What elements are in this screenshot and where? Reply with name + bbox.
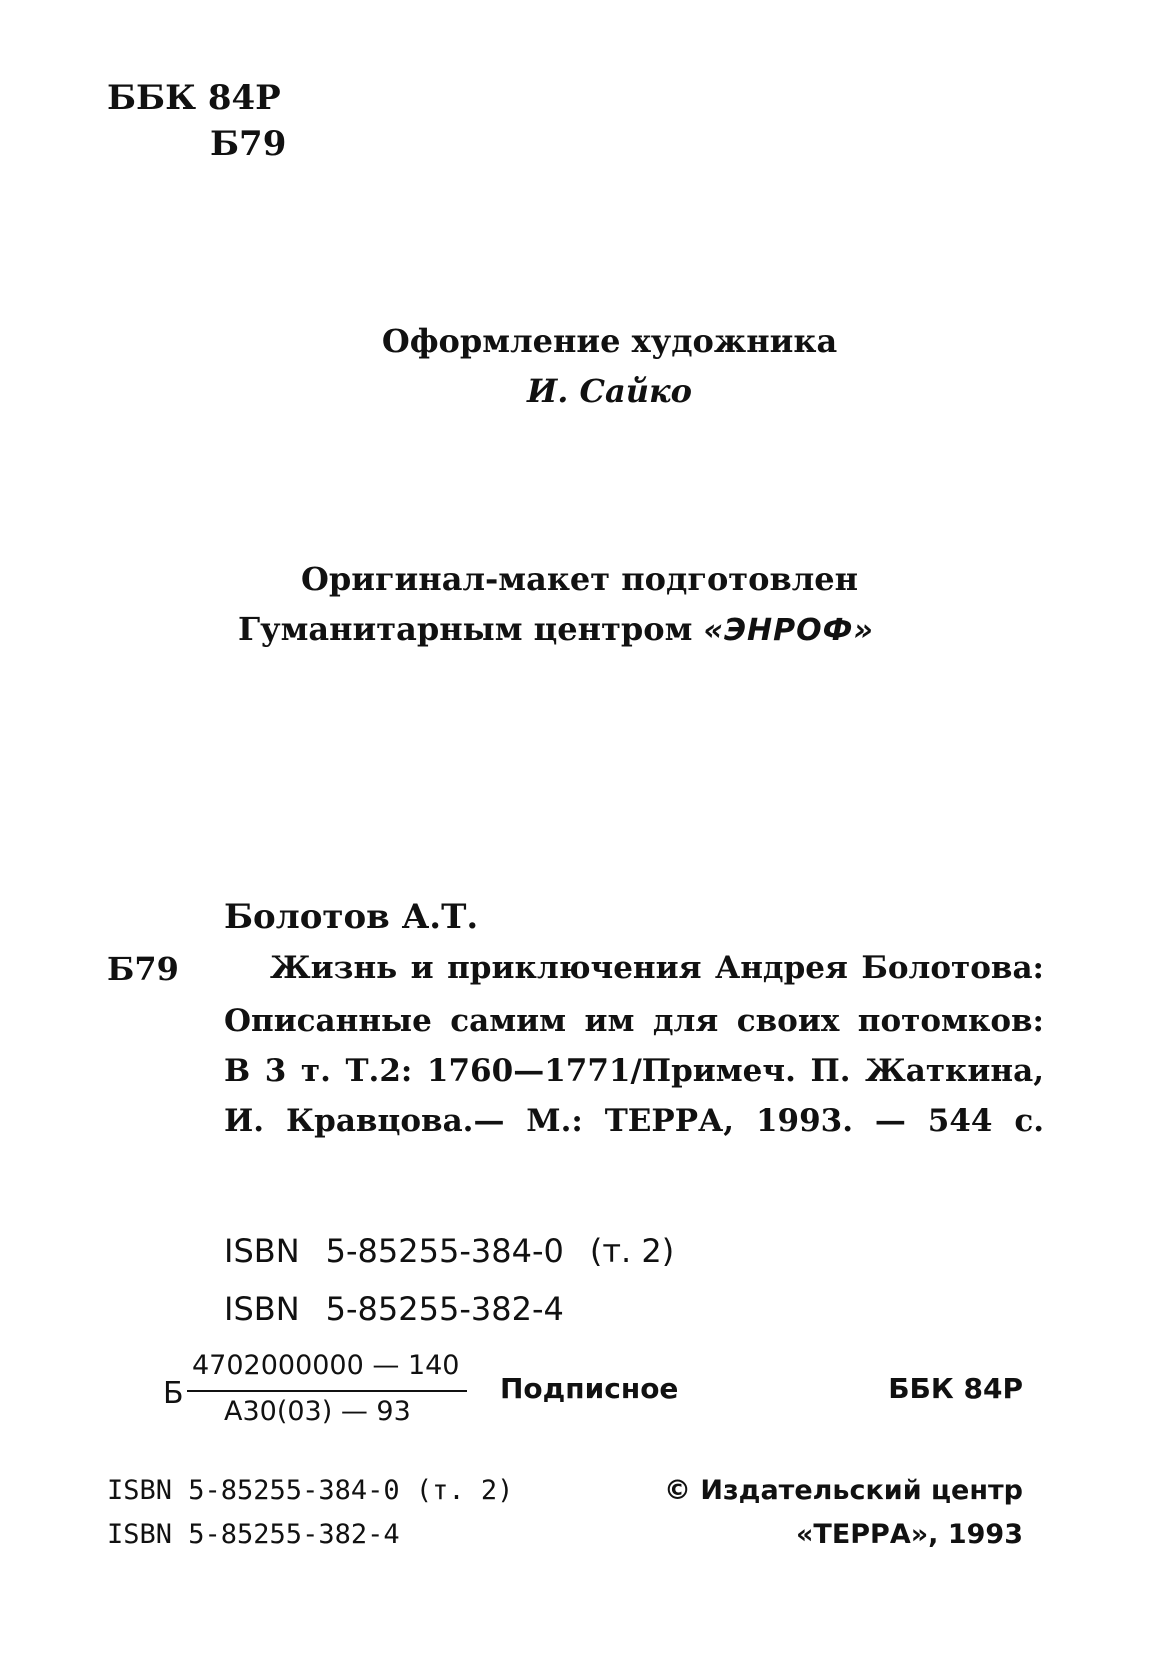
layout-credit-prefix: Гуманитарным центром <box>238 610 693 648</box>
bibliography-line: Жизнь и приключения Андрея Болотова: <box>270 950 1044 986</box>
index-denominator: А30(03) — 93 <box>224 1396 411 1427</box>
footer-isbn: ISBN 5-85255-384-0 (т. 2) <box>107 1475 514 1506</box>
footer-isbn: ISBN 5-85255-382-4 <box>107 1519 400 1550</box>
isbn-entry <box>224 1290 564 1328</box>
isbn-prefix: ISBN <box>224 1232 300 1270</box>
copyright-line: «ТЕРРА», 1993 <box>795 1519 1023 1550</box>
layout-credit-line: Оригинал-макет подготовлен <box>300 560 859 598</box>
isbn-entry <box>224 1232 674 1270</box>
book-author: Болотов А.Т. <box>224 897 479 937</box>
bbk-bottom: ББК 84Р <box>888 1372 1023 1405</box>
bibliography-code: Б79 <box>107 950 179 988</box>
copyright-line: © Издательский центр <box>663 1475 1023 1506</box>
design-credit-label: Оформление художника <box>381 322 838 360</box>
bibliography-line: Описанные самим им для своих потомков: <box>224 1003 1044 1039</box>
isbn-volume-note: (т. 2) <box>589 1232 675 1270</box>
bbk-classification: ББК 84Р <box>107 78 281 118</box>
layout-credit-center <box>238 610 874 648</box>
fraction-line <box>187 1390 467 1392</box>
isbn-number: 5-85255-384-0 <box>325 1232 564 1270</box>
bibliography-line: В 3 т. Т.2: 1760—1771/Примеч. П. Жаткина, <box>224 1053 1044 1089</box>
index-numerator: 4702000000 — 140 <box>192 1350 460 1381</box>
author-code: Б79 <box>210 124 287 164</box>
bibliography-line: И. Кравцова.— М.: ТЕРРА, 1993. — 544 с. <box>224 1103 1044 1139</box>
index-letter: Б <box>163 1376 184 1411</box>
designer-name: И. Сайко <box>527 372 692 410</box>
isbn-prefix: ISBN <box>224 1290 300 1328</box>
enrof-logo: «ЭНРОФ» <box>703 613 874 648</box>
isbn-number: 5-85255-382-4 <box>325 1290 564 1328</box>
subscription-label: Подписное <box>500 1372 679 1405</box>
